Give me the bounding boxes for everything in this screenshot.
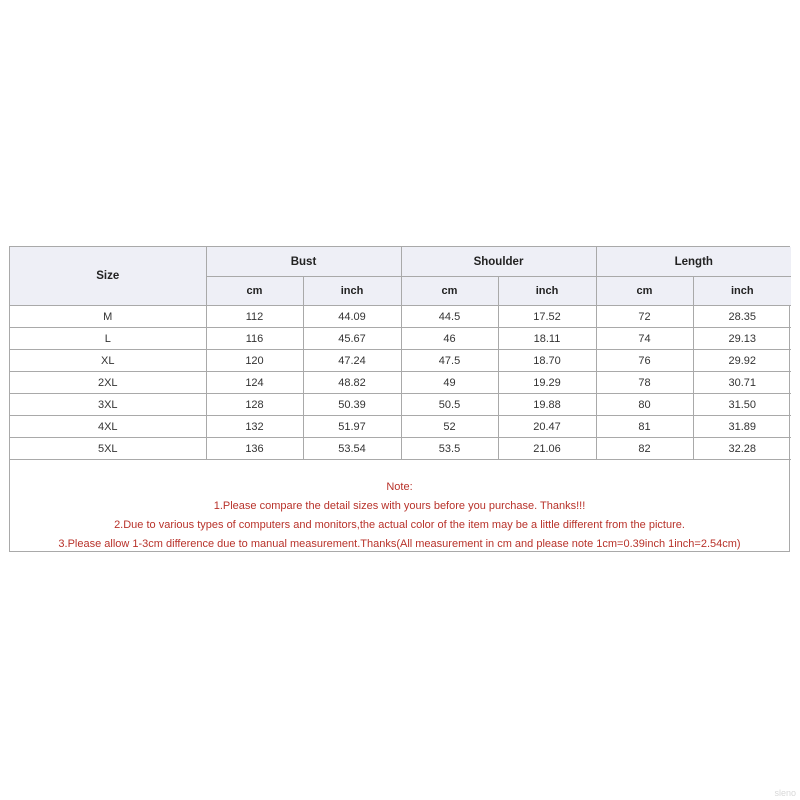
table-cell: 132	[206, 416, 303, 438]
table-cell: 53.54	[303, 438, 401, 460]
table-cell: 136	[206, 438, 303, 460]
table-cell: 29.13	[693, 328, 791, 350]
size-header: Size	[10, 247, 206, 306]
table-cell: 81	[596, 416, 693, 438]
table-cell: 49	[401, 372, 498, 394]
table-cell: 53.5	[401, 438, 498, 460]
table-cell: 78	[596, 372, 693, 394]
table-cell: 44.5	[401, 306, 498, 328]
length-header: Length	[596, 247, 791, 277]
table-cell: 47.24	[303, 350, 401, 372]
table-cell: 52	[401, 416, 498, 438]
table-cell: 44.09	[303, 306, 401, 328]
table-row	[10, 306, 791, 328]
table-cell: 17.52	[498, 306, 596, 328]
table-cell: 31.50	[693, 394, 791, 416]
table-cell: 18.11	[498, 328, 596, 350]
table-cell: 29.92	[693, 350, 791, 372]
table-row	[10, 328, 791, 350]
notes-section	[10, 460, 789, 554]
table-row	[10, 372, 791, 394]
unit-header: cm	[596, 277, 693, 306]
unit-header: cm	[401, 277, 498, 306]
table-cell: 45.67	[303, 328, 401, 350]
bust-header: Bust	[206, 247, 401, 277]
size-cell: XL	[10, 350, 206, 372]
table-cell: 72	[596, 306, 693, 328]
table-cell: 19.29	[498, 372, 596, 394]
table-cell: 31.89	[693, 416, 791, 438]
table-cell: 32.28	[693, 438, 791, 460]
note-title: Note:	[386, 481, 413, 493]
table-cell: 128	[206, 394, 303, 416]
note-line: 3.Please allow 1-3cm difference due to manual measurement.Thanks(All measurement in cm and please note 1cm=0.39inch 1inch=2.54cm)	[58, 538, 741, 550]
table-cell: 76	[596, 350, 693, 372]
size-chart	[9, 246, 790, 552]
table-cell: 18.70	[498, 350, 596, 372]
note-line: 2.Due to various types of computers and monitors,the actual color of the item may be a little different from the picture.	[114, 519, 685, 531]
table-cell: 51.97	[303, 416, 401, 438]
unit-header: inch	[693, 277, 791, 306]
table-row	[10, 438, 791, 460]
unit-header: inch	[303, 277, 401, 306]
size-cell: M	[10, 306, 206, 328]
size-cell: 4XL	[10, 416, 206, 438]
table-body	[10, 306, 791, 460]
table-cell: 30.71	[693, 372, 791, 394]
size-cell: 5XL	[10, 438, 206, 460]
table-row	[10, 394, 791, 416]
size-cell: 2XL	[10, 372, 206, 394]
table-cell: 48.82	[303, 372, 401, 394]
shoulder-header: Shoulder	[401, 247, 596, 277]
table-cell: 82	[596, 438, 693, 460]
size-cell: L	[10, 328, 206, 350]
header-group-row	[10, 247, 791, 277]
table-cell: 120	[206, 350, 303, 372]
table-cell: 47.5	[401, 350, 498, 372]
table-header	[10, 247, 791, 306]
table-row	[10, 416, 791, 438]
table-cell: 80	[596, 394, 693, 416]
table-cell: 116	[206, 328, 303, 350]
table-cell: 21.06	[498, 438, 596, 460]
table-row	[10, 350, 791, 372]
table-cell: 50.5	[401, 394, 498, 416]
table-cell: 50.39	[303, 394, 401, 416]
note-line: 1.Please compare the detail sizes with yours before you purchase. Thanks!!!	[213, 500, 586, 512]
table-cell: 74	[596, 328, 693, 350]
size-cell: 3XL	[10, 394, 206, 416]
table-cell: 112	[206, 306, 303, 328]
table-cell: 20.47	[498, 416, 596, 438]
watermark: sleno	[774, 788, 796, 798]
unit-header: cm	[206, 277, 303, 306]
table-cell: 46	[401, 328, 498, 350]
unit-header: inch	[498, 277, 596, 306]
table-cell: 28.35	[693, 306, 791, 328]
table-cell: 124	[206, 372, 303, 394]
size-table	[10, 247, 791, 460]
table-cell: 19.88	[498, 394, 596, 416]
